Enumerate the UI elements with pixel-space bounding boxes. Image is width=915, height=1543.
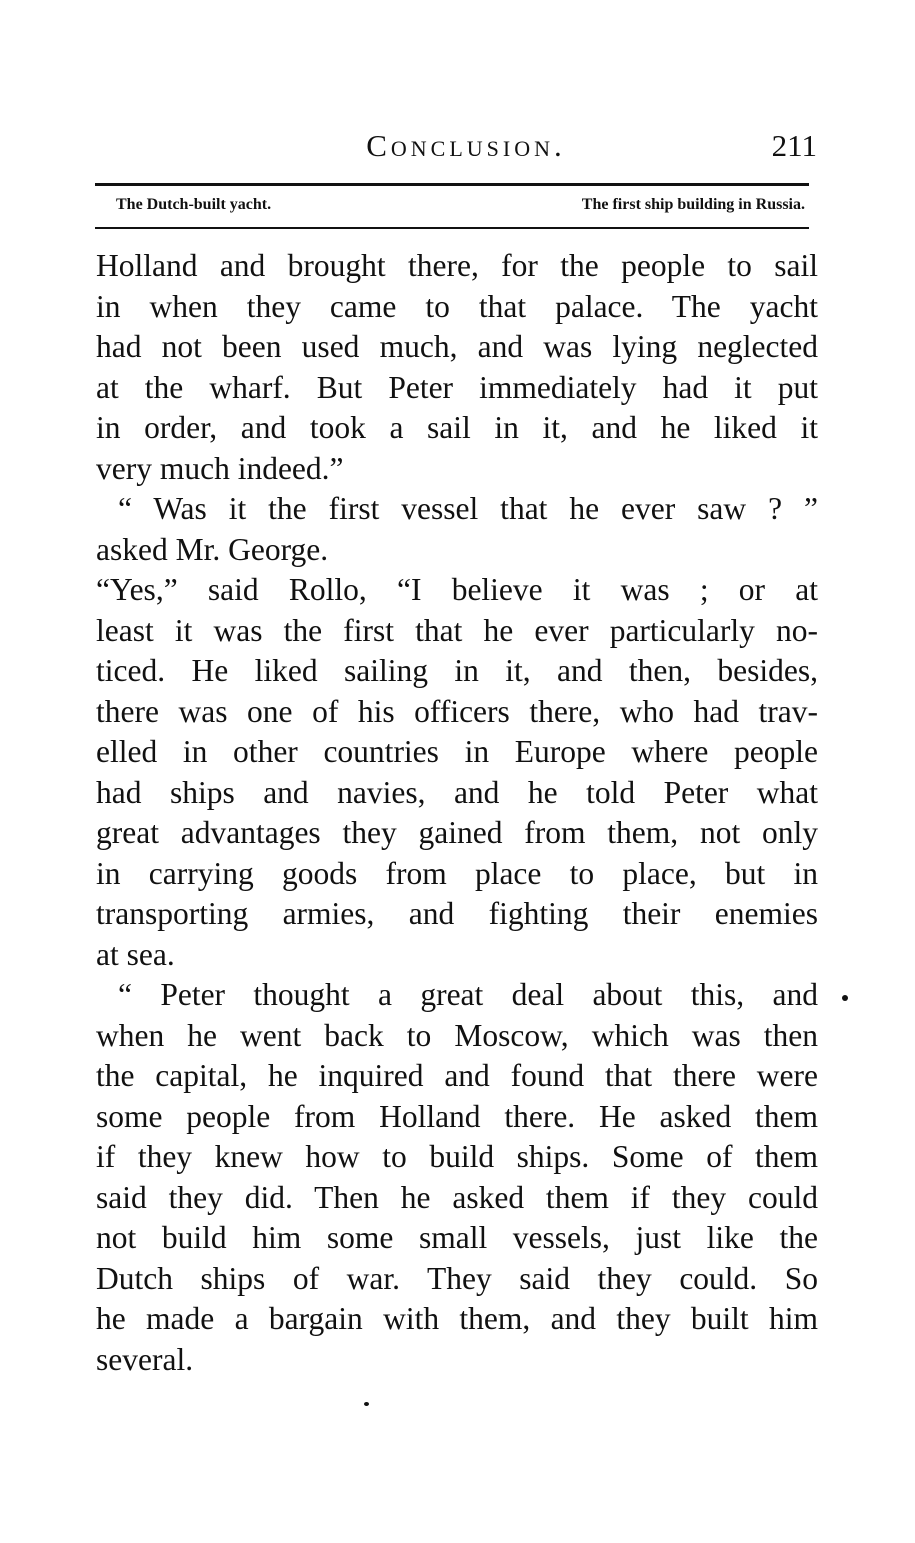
text-line: said they did. Then he asked them if they could — [96, 1179, 818, 1215]
text-line: had ships and navies, and he told Peter what — [96, 774, 818, 810]
text-line: there was one of his officers there, who had trav- — [96, 693, 818, 729]
text-line: when he went back to Moscow, which was then — [96, 1017, 818, 1053]
text-line: in order, and took a sail in it, and he liked it — [96, 410, 818, 445]
text-line: “ Peter thought a great deal about this, and — [118, 977, 818, 1012]
text-line: some people from Holland there. He asked them — [96, 1098, 818, 1134]
text-line: elled in other countries in Europe where people — [96, 734, 818, 769]
text-line: at the wharf. But Peter immediately had it put — [96, 369, 818, 405]
text-line: “Yes,” said Rollo, “I believe it was ; or at — [96, 572, 818, 607]
text-line: in carrying goods from place to place, but in — [96, 855, 818, 891]
text-line: in when they came to that palace. The yacht — [96, 288, 818, 324]
text-line: asked Mr. George. — [96, 531, 329, 567]
text-line: ticed. He liked sailing in it, and then, besides, — [96, 653, 818, 688]
text-line: Holland and brought there, for the people to sail — [96, 248, 818, 283]
text-line: if they knew how to build ships. Some of them — [96, 1139, 818, 1174]
text-line: least it was the first that he ever particularly no- — [96, 612, 818, 648]
text-line: transporting armies, and fighting their enemies — [96, 896, 818, 931]
body-text — [96, 246, 818, 1380]
subhead-right: The first ship building in Russia. — [581, 196, 805, 213]
header-rule-bottom — [95, 227, 809, 229]
text-line: great advantages they gained from them, not only — [96, 815, 818, 850]
page-number: 211 — [771, 128, 817, 163]
text-line: had not been used much, and was lying neglected — [96, 329, 818, 364]
subhead-left: The Dutch-built yacht. — [116, 196, 272, 213]
ink-speck — [364, 1402, 369, 1406]
text-line: very much indeed.” — [96, 450, 344, 486]
chapter-title: Conclusion. — [366, 128, 566, 163]
text-line: he made a bargain with them, and they built him — [96, 1301, 818, 1336]
text-line: several. — [96, 1341, 194, 1377]
running-head — [95, 126, 817, 168]
ink-speck — [842, 995, 848, 1001]
text-line: the capital, he inquired and found that there were — [96, 1058, 818, 1093]
text-line: not build him some small vessels, just like the — [96, 1220, 818, 1255]
header-rule-top — [95, 183, 809, 186]
text-line: Dutch ships of war. They said they could. So — [96, 1260, 818, 1296]
text-line: “ Was it the first vessel that he ever saw ? ” — [118, 491, 818, 526]
text-line: at sea. — [96, 936, 175, 972]
